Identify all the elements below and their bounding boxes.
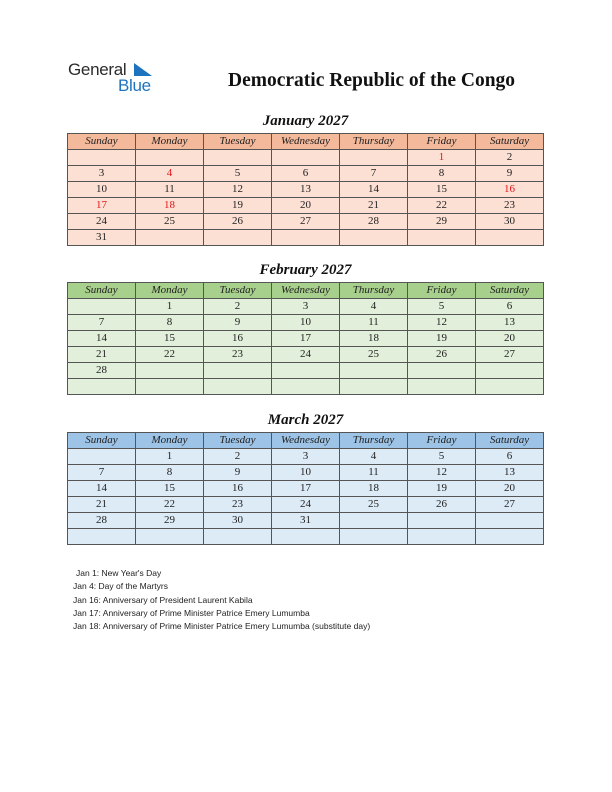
week-row: [68, 182, 544, 198]
day-cell: 20: [476, 331, 544, 347]
day-cell: 8: [408, 166, 476, 182]
week-row: [68, 449, 544, 465]
day-cell: 12: [408, 315, 476, 331]
week-row: [68, 198, 544, 214]
holiday-note: Jan 1: New Year's Day: [76, 568, 162, 578]
day-cell: 23: [204, 347, 272, 363]
day-cell: 26: [408, 347, 476, 363]
holiday-day-cell: 16: [476, 182, 544, 198]
empty-day-cell: [340, 230, 408, 246]
weekday-sunday: Sunday: [68, 433, 136, 449]
empty-day-cell: [68, 379, 136, 395]
day-cell: 28: [340, 214, 408, 230]
weekday-thursday: Thursday: [340, 283, 408, 299]
week-row: [68, 166, 544, 182]
day-cell: 20: [476, 481, 544, 497]
empty-day-cell: [408, 230, 476, 246]
day-cell: 30: [476, 214, 544, 230]
day-cell: 28: [68, 513, 136, 529]
empty-day-cell: [340, 513, 408, 529]
week-row: [68, 465, 544, 481]
holiday-day-cell: 17: [68, 198, 136, 214]
week-row: [68, 529, 544, 545]
day-cell: 7: [340, 166, 408, 182]
holiday-note: Jan 4: Day of the Martyrs: [73, 581, 168, 592]
day-cell: 6: [476, 449, 544, 465]
logo-triangle-icon: [132, 63, 154, 77]
day-cell: 10: [272, 315, 340, 331]
day-cell: 29: [136, 513, 204, 529]
empty-day-cell: [408, 363, 476, 379]
empty-day-cell: [408, 513, 476, 529]
day-cell: 13: [476, 465, 544, 481]
day-cell: 19: [408, 481, 476, 497]
weekday-thursday: Thursday: [340, 433, 408, 449]
holiday-day-cell: 18: [136, 198, 204, 214]
week-row: [68, 481, 544, 497]
weekday-sunday: Sunday: [68, 134, 136, 150]
weekday-tuesday: Tuesday: [204, 283, 272, 299]
day-cell: 6: [476, 299, 544, 315]
day-cell: 23: [204, 497, 272, 513]
empty-day-cell: [272, 379, 340, 395]
empty-day-cell: [340, 150, 408, 166]
day-cell: 29: [408, 214, 476, 230]
empty-day-cell: [408, 379, 476, 395]
day-cell: 27: [272, 214, 340, 230]
weekday-tuesday: Tuesday: [204, 433, 272, 449]
holiday-note: Jan 18: Anniversary of Prime Minister Patrice Emery Lumumba (substitute day): [73, 621, 371, 632]
day-cell: 22: [136, 347, 204, 363]
empty-day-cell: [204, 529, 272, 545]
day-cell: 13: [272, 182, 340, 198]
day-cell: 30: [204, 513, 272, 529]
week-row: [68, 230, 544, 246]
weekday-thursday: Thursday: [340, 134, 408, 150]
week-row: [68, 513, 544, 529]
day-cell: 5: [408, 449, 476, 465]
day-cell: 8: [136, 315, 204, 331]
empty-day-cell: [272, 230, 340, 246]
day-cell: 26: [204, 214, 272, 230]
day-cell: 15: [408, 182, 476, 198]
day-cell: 7: [68, 315, 136, 331]
day-cell: 19: [408, 331, 476, 347]
weekday-friday: Friday: [408, 433, 476, 449]
weekday-monday: Monday: [136, 134, 204, 150]
month-title-march: March 2027: [267, 412, 344, 428]
weekday-wednesday: Wednesday: [272, 433, 340, 449]
day-cell: 27: [476, 347, 544, 363]
day-cell: 7: [68, 465, 136, 481]
day-cell: 3: [272, 449, 340, 465]
day-cell: 22: [408, 198, 476, 214]
page-title: Democratic Republic of the Congo: [228, 70, 516, 91]
calendar-january: [67, 133, 544, 246]
holiday-day-cell: 1: [408, 150, 476, 166]
day-cell: 21: [68, 497, 136, 513]
empty-day-cell: [68, 299, 136, 315]
day-cell: 25: [340, 497, 408, 513]
day-cell: 18: [340, 481, 408, 497]
weekday-saturday: Saturday: [476, 433, 544, 449]
day-cell: 5: [408, 299, 476, 315]
empty-day-cell: [476, 230, 544, 246]
day-cell: 10: [272, 465, 340, 481]
week-row: [68, 347, 544, 363]
empty-day-cell: [272, 529, 340, 545]
day-cell: 15: [136, 331, 204, 347]
month-title-january: January 2027: [262, 113, 349, 129]
month-title-february: February 2027: [259, 262, 352, 278]
day-cell: 8: [136, 465, 204, 481]
empty-day-cell: [204, 150, 272, 166]
week-row: [68, 299, 544, 315]
empty-day-cell: [68, 529, 136, 545]
day-cell: 27: [476, 497, 544, 513]
day-cell: 17: [272, 481, 340, 497]
empty-day-cell: [136, 363, 204, 379]
day-cell: 24: [272, 497, 340, 513]
empty-day-cell: [68, 449, 136, 465]
week-row: [68, 379, 544, 395]
empty-day-cell: [136, 529, 204, 545]
day-cell: 28: [68, 363, 136, 379]
day-cell: 31: [68, 230, 136, 246]
day-cell: 10: [68, 182, 136, 198]
empty-day-cell: [204, 363, 272, 379]
day-cell: 11: [136, 182, 204, 198]
weekday-header-row: [68, 283, 544, 299]
empty-day-cell: [340, 379, 408, 395]
weekday-header-row: [68, 433, 544, 449]
day-cell: 1: [136, 299, 204, 315]
empty-day-cell: [476, 379, 544, 395]
day-cell: 2: [204, 299, 272, 315]
day-cell: 3: [68, 166, 136, 182]
empty-day-cell: [340, 363, 408, 379]
empty-day-cell: [136, 230, 204, 246]
empty-day-cell: [272, 363, 340, 379]
weekday-wednesday: Wednesday: [272, 283, 340, 299]
week-row: [68, 150, 544, 166]
weekday-monday: Monday: [136, 283, 204, 299]
weekday-wednesday: Wednesday: [272, 134, 340, 150]
empty-day-cell: [408, 529, 476, 545]
calendar-february: [67, 282, 544, 395]
day-cell: 2: [204, 449, 272, 465]
weekday-header-row: [68, 134, 544, 150]
day-cell: 26: [408, 497, 476, 513]
day-cell: 9: [204, 465, 272, 481]
holiday-note: Jan 16: Anniversary of President Laurent Kabila: [73, 594, 253, 605]
day-cell: 24: [68, 214, 136, 230]
day-cell: 14: [68, 331, 136, 347]
day-cell: 12: [204, 182, 272, 198]
weekday-sunday: Sunday: [68, 283, 136, 299]
day-cell: 16: [204, 331, 272, 347]
empty-day-cell: [476, 513, 544, 529]
empty-day-cell: [136, 379, 204, 395]
day-cell: 14: [340, 182, 408, 198]
day-cell: 17: [272, 331, 340, 347]
day-cell: 14: [68, 481, 136, 497]
day-cell: 19: [204, 198, 272, 214]
holiday-note: Jan 17: Anniversary of Prime Minister Patrice Emery Lumumba: [73, 607, 310, 618]
day-cell: 15: [136, 481, 204, 497]
day-cell: 21: [340, 198, 408, 214]
day-cell: 23: [476, 198, 544, 214]
day-cell: 11: [340, 465, 408, 481]
holiday-day-cell: 4: [136, 166, 204, 182]
weekday-saturday: Saturday: [476, 283, 544, 299]
day-cell: 16: [204, 481, 272, 497]
weekday-tuesday: Tuesday: [204, 134, 272, 150]
day-cell: 21: [68, 347, 136, 363]
week-row: [68, 497, 544, 513]
empty-day-cell: [340, 529, 408, 545]
day-cell: 6: [272, 166, 340, 182]
logo-word-blue: Blue: [118, 76, 151, 95]
weekday-saturday: Saturday: [476, 134, 544, 150]
day-cell: 25: [136, 214, 204, 230]
day-cell: 2: [476, 150, 544, 166]
generalblue-logo: [68, 60, 168, 100]
empty-day-cell: [476, 363, 544, 379]
day-cell: 9: [476, 166, 544, 182]
weekday-monday: Monday: [136, 433, 204, 449]
empty-day-cell: [204, 230, 272, 246]
week-row: [68, 363, 544, 379]
logo-word-general: General: [68, 60, 127, 79]
empty-day-cell: [272, 150, 340, 166]
day-cell: 12: [408, 465, 476, 481]
day-cell: 4: [340, 299, 408, 315]
empty-day-cell: [476, 529, 544, 545]
empty-day-cell: [204, 379, 272, 395]
day-cell: 25: [340, 347, 408, 363]
holiday-notes: [73, 567, 423, 633]
day-cell: 22: [136, 497, 204, 513]
day-cell: 9: [204, 315, 272, 331]
day-cell: 31: [272, 513, 340, 529]
day-cell: 3: [272, 299, 340, 315]
empty-day-cell: [68, 150, 136, 166]
day-cell: 11: [340, 315, 408, 331]
weekday-friday: Friday: [408, 283, 476, 299]
empty-day-cell: [136, 150, 204, 166]
calendar-march: [67, 432, 544, 545]
day-cell: 4: [340, 449, 408, 465]
day-cell: 24: [272, 347, 340, 363]
week-row: [68, 315, 544, 331]
weekday-friday: Friday: [408, 134, 476, 150]
day-cell: 20: [272, 198, 340, 214]
week-row: [68, 331, 544, 347]
day-cell: 5: [204, 166, 272, 182]
day-cell: 1: [136, 449, 204, 465]
day-cell: 18: [340, 331, 408, 347]
day-cell: 13: [476, 315, 544, 331]
week-row: [68, 214, 544, 230]
